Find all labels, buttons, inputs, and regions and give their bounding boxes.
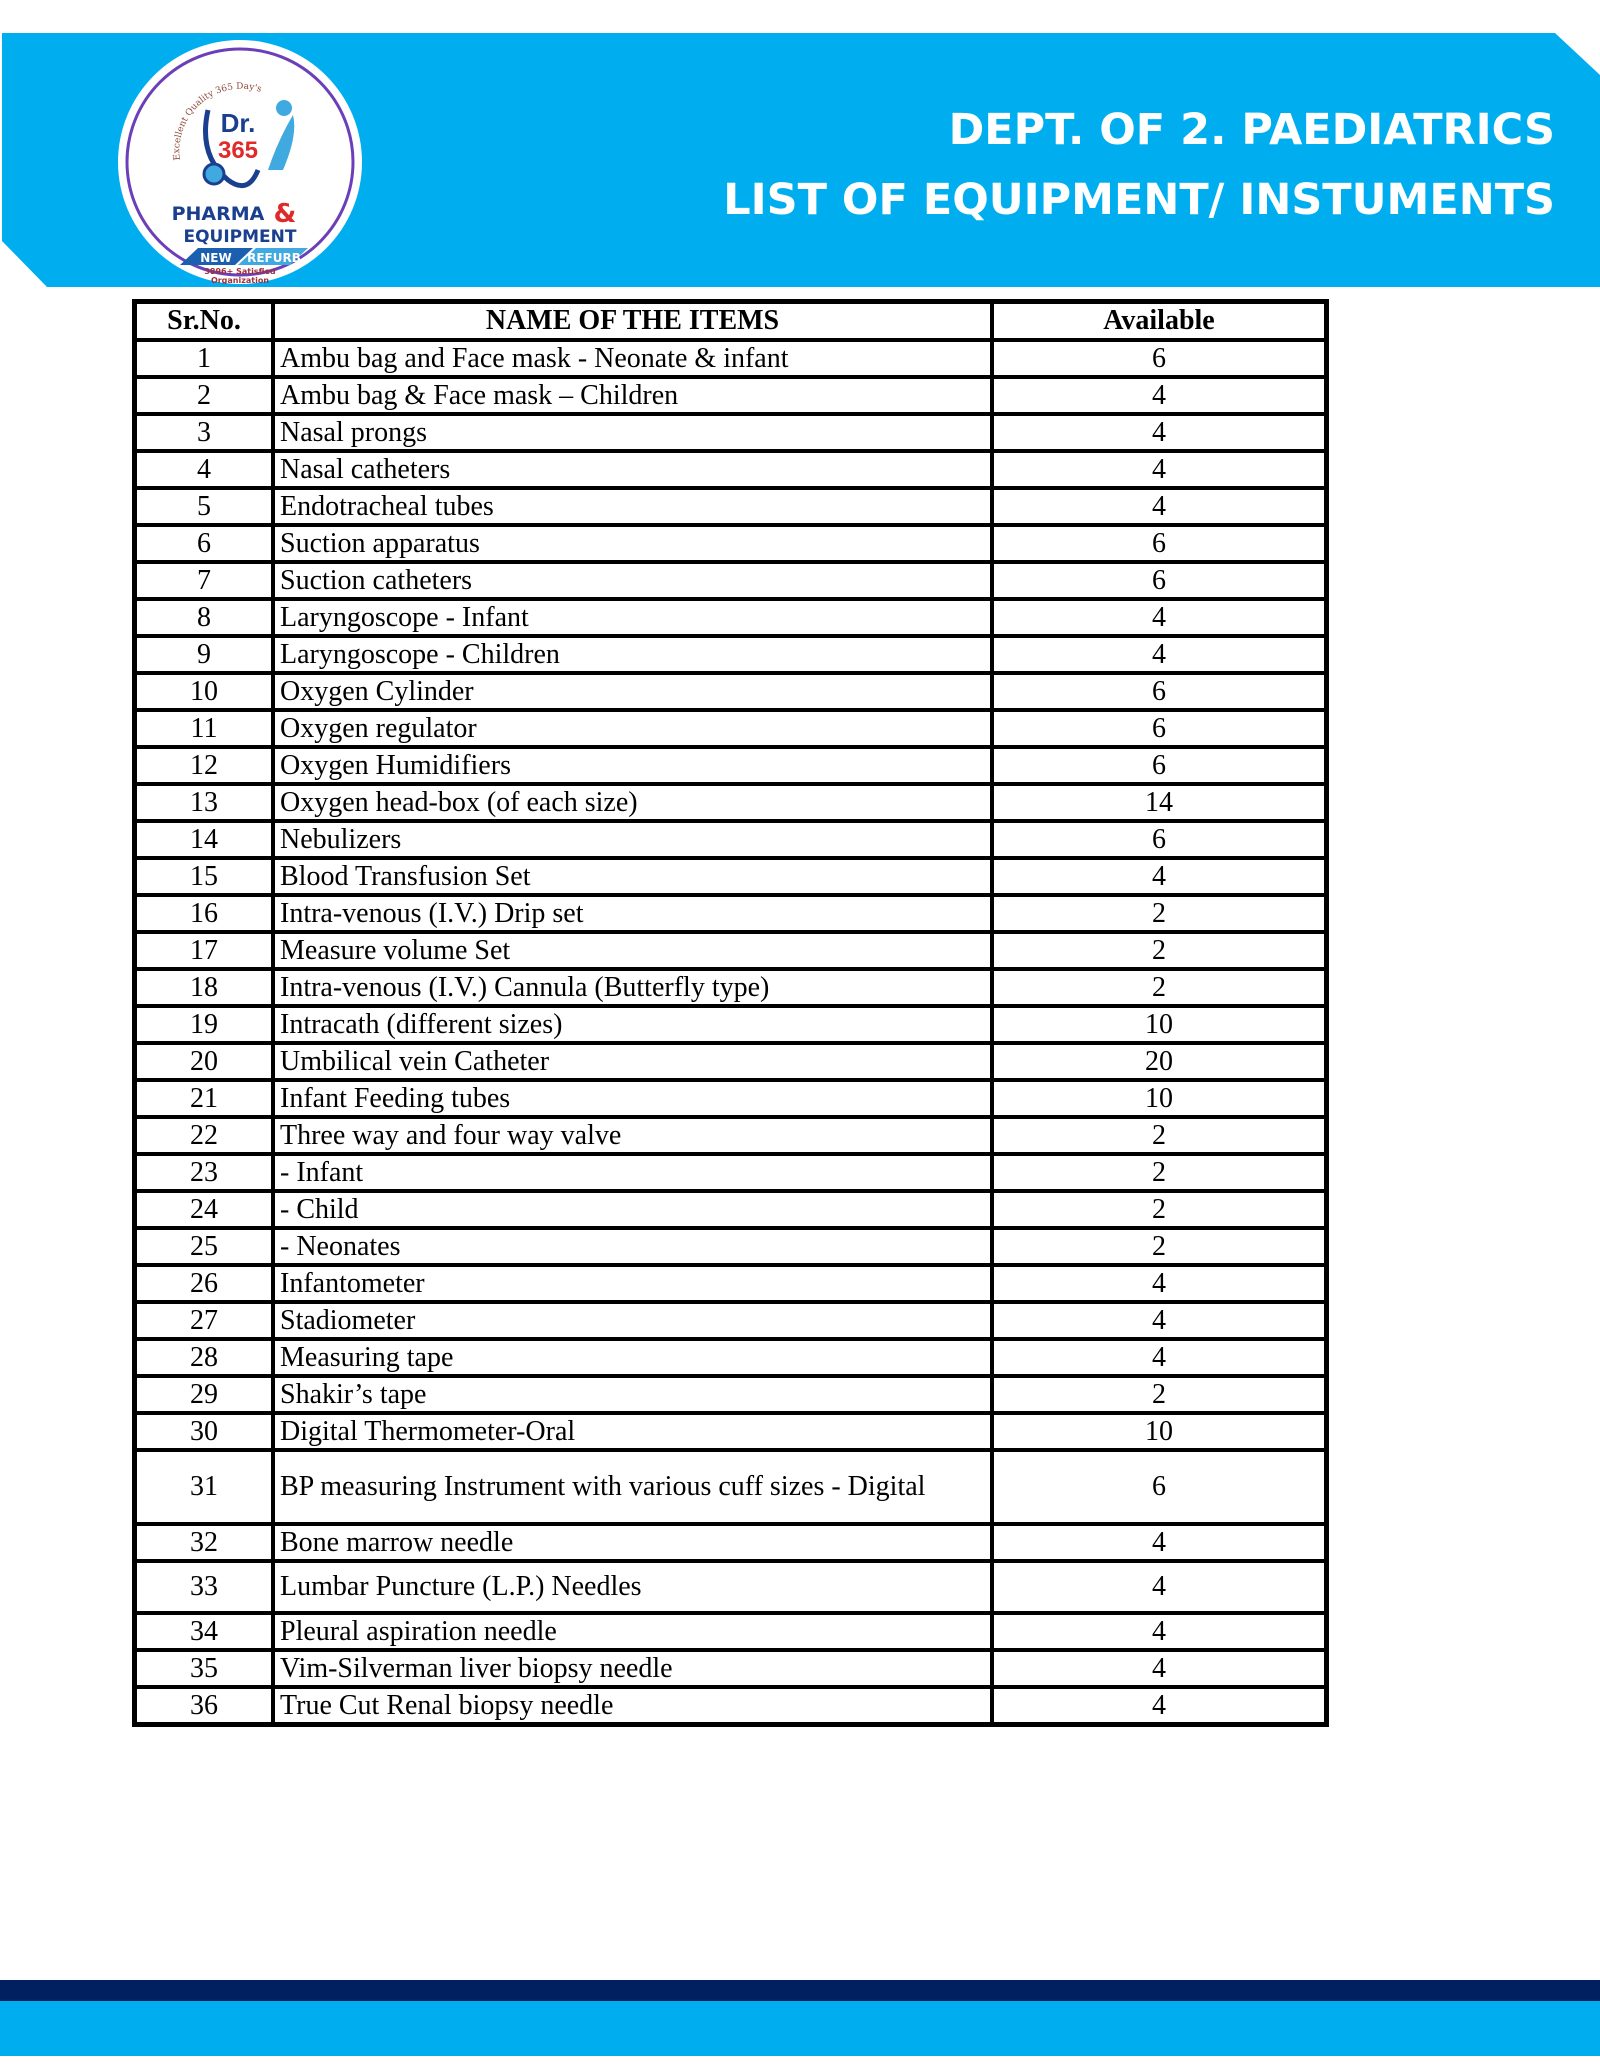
logo-new-text: NEW: [200, 251, 232, 265]
item-name-cell: - Neonates: [273, 1228, 992, 1265]
available-cell: 6: [992, 710, 1327, 747]
page-title: [723, 95, 1555, 235]
sr-no-cell: 29: [135, 1376, 274, 1413]
item-name-cell: Infantometer: [273, 1265, 992, 1302]
item-name-cell: Oxygen Humidifiers: [273, 747, 992, 784]
logo-graphic: [118, 40, 362, 284]
item-name-cell: Oxygen Cylinder: [273, 673, 992, 710]
table-row: [135, 1613, 1327, 1650]
sr-no-cell: 19: [135, 1006, 274, 1043]
sr-no-cell: 13: [135, 784, 274, 821]
item-name-cell: Intra-venous (I.V.) Cannula (Butterfly type): [273, 969, 992, 1006]
table-row: [135, 969, 1327, 1006]
item-name-cell: Nasal prongs: [273, 414, 992, 451]
sr-no-cell: 4: [135, 451, 274, 488]
available-cell: 2: [992, 895, 1327, 932]
sr-no-cell: 5: [135, 488, 274, 525]
item-name-cell: Measuring tape: [273, 1339, 992, 1376]
table-row: [135, 340, 1327, 377]
table-row: [135, 1302, 1327, 1339]
table-row: [135, 821, 1327, 858]
sr-no-cell: 11: [135, 710, 274, 747]
available-cell: 4: [992, 414, 1327, 451]
table-row: [135, 858, 1327, 895]
item-name-cell: Pleural aspiration needle: [273, 1613, 992, 1650]
item-name-cell: Nasal catheters: [273, 451, 992, 488]
logo-pharma-text: PHARMA: [171, 203, 265, 225]
sr-no-cell: 23: [135, 1154, 274, 1191]
table-row: [135, 488, 1327, 525]
table-row: [135, 1154, 1327, 1191]
sr-no-cell: 15: [135, 858, 274, 895]
sr-no-cell: 20: [135, 1043, 274, 1080]
item-name-cell: Shakir’s tape: [273, 1376, 992, 1413]
item-name-cell: Umbilical vein Catheter: [273, 1043, 992, 1080]
available-cell: 20: [992, 1043, 1327, 1080]
table-row: [135, 525, 1327, 562]
stethoscope-bell-icon: [204, 164, 224, 184]
table-row: [135, 1650, 1327, 1687]
available-cell: 4: [992, 599, 1327, 636]
column-header-sr-no: Sr.No.: [135, 302, 274, 341]
item-name-cell: Laryngoscope - Children: [273, 636, 992, 673]
available-cell: 6: [992, 340, 1327, 377]
equipment-table: [132, 299, 1329, 1727]
available-cell: 4: [992, 377, 1327, 414]
sr-no-cell: 22: [135, 1117, 274, 1154]
column-header-name: NAME OF THE ITEMS: [273, 302, 992, 341]
item-name-cell: Ambu bag and Face mask - Neonate & infant: [273, 340, 992, 377]
sr-no-cell: 34: [135, 1613, 274, 1650]
item-name-cell: Suction catheters: [273, 562, 992, 599]
logo-dr-text: Dr.: [220, 108, 256, 138]
table-row: [135, 895, 1327, 932]
sr-no-cell: 36: [135, 1687, 274, 1725]
available-cell: 6: [992, 525, 1327, 562]
item-name-cell: Suction apparatus: [273, 525, 992, 562]
available-cell: 4: [992, 1302, 1327, 1339]
sr-no-cell: 25: [135, 1228, 274, 1265]
sr-no-cell: 28: [135, 1339, 274, 1376]
table-row: [135, 1376, 1327, 1413]
item-name-cell: True Cut Renal biopsy needle: [273, 1687, 992, 1725]
table-row: [135, 1450, 1327, 1524]
table-row: [135, 673, 1327, 710]
sr-no-cell: 27: [135, 1302, 274, 1339]
sr-no-cell: 3: [135, 414, 274, 451]
footer-band-dark: [0, 1980, 1600, 2001]
available-cell: 6: [992, 747, 1327, 784]
sr-no-cell: 2: [135, 377, 274, 414]
available-cell: 14: [992, 784, 1327, 821]
table-header-row: [135, 302, 1327, 341]
sr-no-cell: 30: [135, 1413, 274, 1450]
column-header-available: Available: [992, 302, 1327, 341]
available-cell: 6: [992, 562, 1327, 599]
available-cell: 10: [992, 1006, 1327, 1043]
footer-band-light: [0, 2001, 1600, 2056]
available-cell: 4: [992, 488, 1327, 525]
item-name-cell: Oxygen head-box (of each size): [273, 784, 992, 821]
table-row: [135, 1561, 1327, 1613]
sr-no-cell: 26: [135, 1265, 274, 1302]
table-row: [135, 932, 1327, 969]
item-name-cell: BP measuring Instrument with various cuff sizes - Digital: [273, 1450, 992, 1524]
available-cell: 4: [992, 1265, 1327, 1302]
table-row: [135, 1413, 1327, 1450]
logo-365-text: 365: [217, 137, 259, 164]
table-row: [135, 599, 1327, 636]
available-cell: 4: [992, 1650, 1327, 1687]
logo-refurb-text: REFURB: [247, 251, 301, 265]
available-cell: 4: [992, 1339, 1327, 1376]
item-name-cell: Infant Feeding tubes: [273, 1080, 992, 1117]
sr-no-cell: 21: [135, 1080, 274, 1117]
table-row: [135, 1117, 1327, 1154]
table-row: [135, 636, 1327, 673]
available-cell: 4: [992, 451, 1327, 488]
sr-no-cell: 12: [135, 747, 274, 784]
table-row: [135, 562, 1327, 599]
available-cell: 2: [992, 969, 1327, 1006]
sr-no-cell: 14: [135, 821, 274, 858]
title-line-2: LIST OF EQUIPMENT/ INSTUMENTS: [723, 175, 1555, 225]
item-name-cell: Measure volume Set: [273, 932, 992, 969]
available-cell: 4: [992, 1561, 1327, 1613]
table-row: [135, 1080, 1327, 1117]
item-name-cell: Blood Transfusion Set: [273, 858, 992, 895]
table-row: [135, 451, 1327, 488]
logo-arc-text: Excellent Quality 365 Day's: [172, 81, 263, 161]
logo-tagline-2: Organization: [210, 276, 270, 284]
available-cell: 6: [992, 821, 1327, 858]
sr-no-cell: 31: [135, 1450, 274, 1524]
sr-no-cell: 10: [135, 673, 274, 710]
item-name-cell: Ambu bag & Face mask – Children: [273, 377, 992, 414]
item-name-cell: Oxygen regulator: [273, 710, 992, 747]
table-row: [135, 1524, 1327, 1561]
table-row: [135, 1191, 1327, 1228]
item-name-cell: Digital Thermometer-Oral: [273, 1413, 992, 1450]
item-name-cell: Intra-venous (I.V.) Drip set: [273, 895, 992, 932]
available-cell: 4: [992, 858, 1327, 895]
available-cell: 6: [992, 1450, 1327, 1524]
logo-amp-text: &: [273, 199, 297, 229]
available-cell: 2: [992, 1117, 1327, 1154]
available-cell: 4: [992, 1613, 1327, 1650]
sr-no-cell: 24: [135, 1191, 274, 1228]
person-head-icon: [276, 100, 292, 116]
sr-no-cell: 8: [135, 599, 274, 636]
table-row: [135, 784, 1327, 821]
item-name-cell: Intracath (different sizes): [273, 1006, 992, 1043]
table-row: [135, 1043, 1327, 1080]
item-name-cell: Lumbar Puncture (L.P.) Needles: [273, 1561, 992, 1613]
table-row: [135, 710, 1327, 747]
sr-no-cell: 1: [135, 340, 274, 377]
logo-equipment-text: EQUIPMENT: [183, 227, 297, 247]
available-cell: 2: [992, 1376, 1327, 1413]
table-row: [135, 1687, 1327, 1725]
sr-no-cell: 6: [135, 525, 274, 562]
item-name-cell: Three way and four way valve: [273, 1117, 992, 1154]
available-cell: 4: [992, 1524, 1327, 1561]
table-row: [135, 1228, 1327, 1265]
available-cell: 2: [992, 1228, 1327, 1265]
table-row: [135, 377, 1327, 414]
available-cell: 4: [992, 636, 1327, 673]
sr-no-cell: 17: [135, 932, 274, 969]
table-row: [135, 1339, 1327, 1376]
sr-no-cell: 9: [135, 636, 274, 673]
sr-no-cell: 35: [135, 1650, 274, 1687]
table-row: [135, 1006, 1327, 1043]
item-name-cell: Vim-Silverman liver biopsy needle: [273, 1650, 992, 1687]
item-name-cell: Endotracheal tubes: [273, 488, 992, 525]
logo-tagline-1: 3896+ Satisfied: [204, 267, 276, 276]
title-line-1: DEPT. OF 2. PAEDIATRICS: [948, 105, 1555, 155]
available-cell: 2: [992, 932, 1327, 969]
available-cell: 10: [992, 1080, 1327, 1117]
person-figure-icon: [268, 115, 294, 170]
sr-no-cell: 7: [135, 562, 274, 599]
item-name-cell: - Child: [273, 1191, 992, 1228]
table-row: [135, 747, 1327, 784]
sr-no-cell: 16: [135, 895, 274, 932]
available-cell: 2: [992, 1154, 1327, 1191]
sr-no-cell: 33: [135, 1561, 274, 1613]
item-name-cell: Stadiometer: [273, 1302, 992, 1339]
sr-no-cell: 18: [135, 969, 274, 1006]
sr-no-cell: 32: [135, 1524, 274, 1561]
item-name-cell: Bone marrow needle: [273, 1524, 992, 1561]
available-cell: 6: [992, 673, 1327, 710]
company-logo: [118, 40, 362, 284]
item-name-cell: - Infant: [273, 1154, 992, 1191]
item-name-cell: Laryngoscope - Infant: [273, 599, 992, 636]
item-name-cell: Nebulizers: [273, 821, 992, 858]
table-row: [135, 1265, 1327, 1302]
available-cell: 4: [992, 1687, 1327, 1725]
table-row: [135, 414, 1327, 451]
available-cell: 2: [992, 1191, 1327, 1228]
available-cell: 10: [992, 1413, 1327, 1450]
